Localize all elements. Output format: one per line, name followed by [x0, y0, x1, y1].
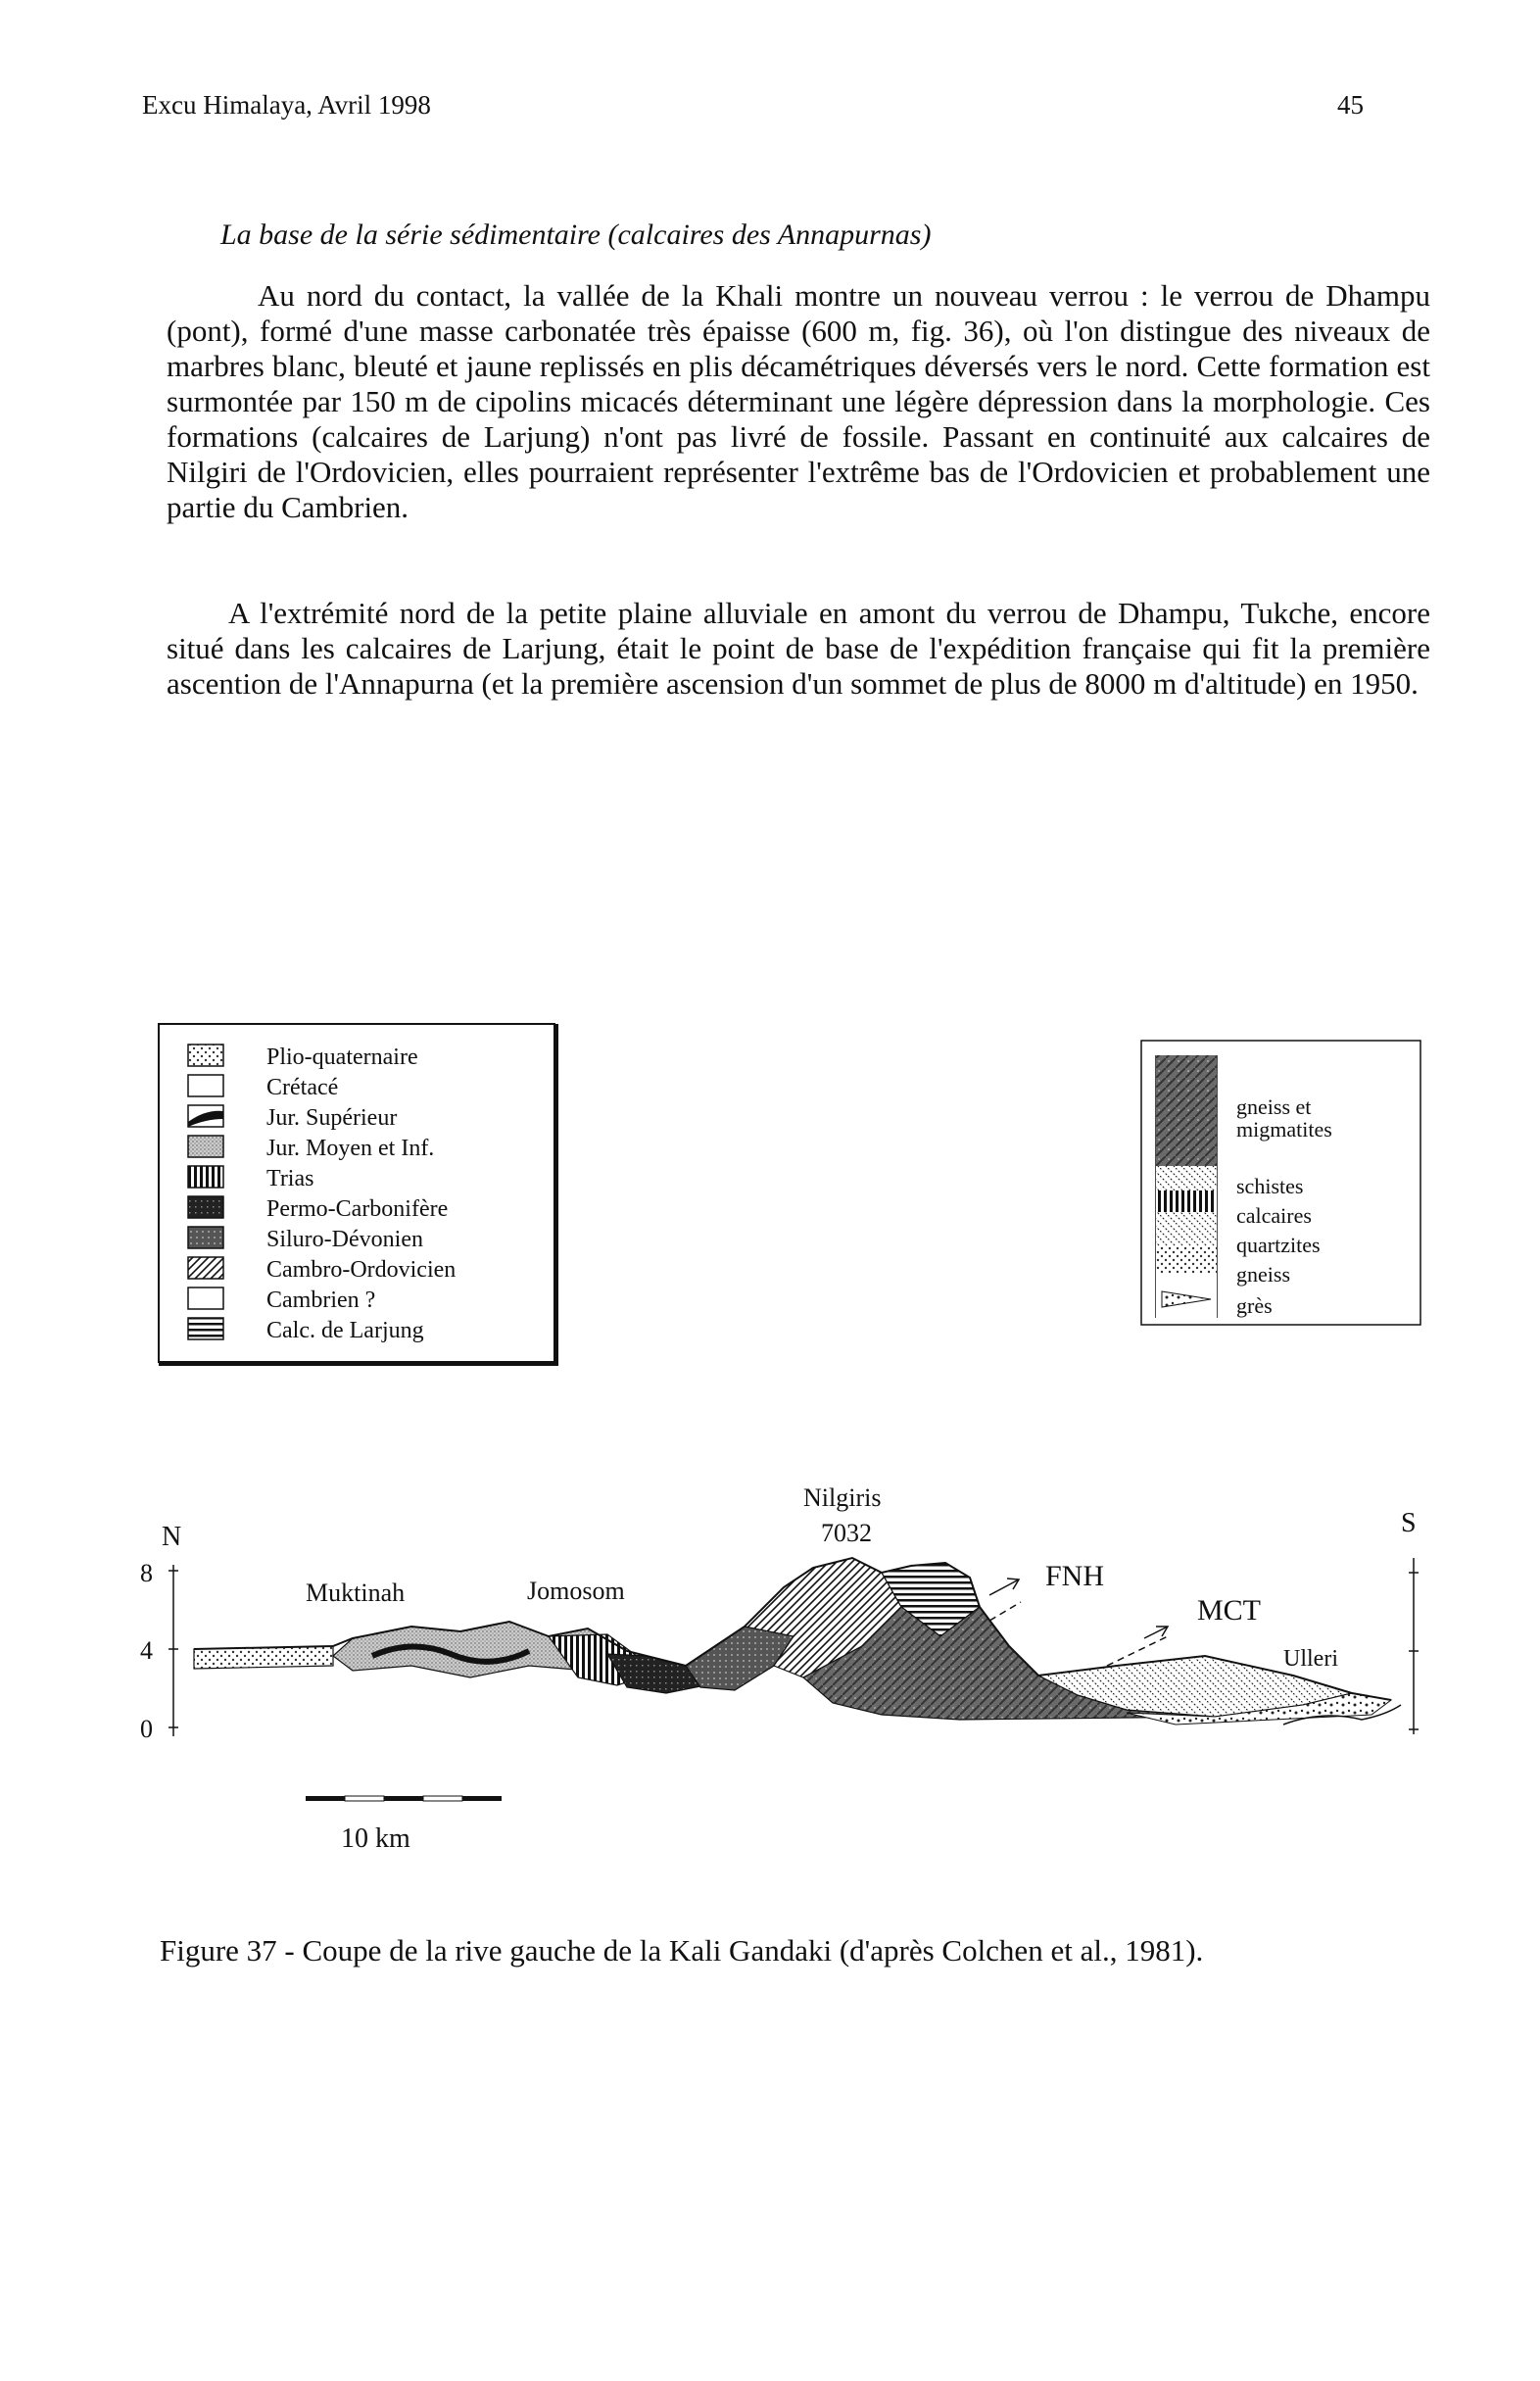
legend-label: Siluro-Dévonien [266, 1227, 423, 1252]
altitude-tick-label: 8 [140, 1559, 153, 1587]
paragraph-tukche: A l'extrémité nord de la petite plaine alluviale en amont du verrou de Dhampu, Tukche, encore situé dans les calcaires de Larjung, était le point de base de l'expédition française qui fit la première ascention de l'Annapurna (et la première ascension d'un sommet de plus de 8000 m d'altitude) en 1950. [167, 596, 1430, 701]
legend-label: grès [1236, 1293, 1273, 1318]
swatch-permo-carbonifere [188, 1196, 223, 1218]
running-title: Excu Himalaya, Avril 1998 [142, 90, 431, 120]
swatch-trias [188, 1166, 223, 1188]
swatch-calc-larjung [188, 1318, 223, 1339]
lithology-legend [1141, 1041, 1420, 1325]
peak-name: Nilgiris [803, 1483, 882, 1512]
swatch-gneiss-migmatites [1156, 1055, 1217, 1166]
swatch-jur-superieur [188, 1105, 223, 1127]
legend-label: Jur. Supérieur [266, 1105, 398, 1131]
swatch-quartzites [1156, 1212, 1217, 1246]
swatch-gneiss [1156, 1246, 1217, 1274]
legend-label: Plio-quaternaire [266, 1045, 418, 1070]
legend-label: Permo-Carbonifère [266, 1196, 449, 1222]
swatch-jur-moyen [188, 1136, 223, 1157]
fault-label: FNH [1045, 1560, 1105, 1592]
legend-label: Calc. de Larjung [266, 1318, 424, 1343]
legend-label: Crétacé [266, 1075, 339, 1100]
altitude-tick-label: 0 [140, 1715, 153, 1743]
legend-label: gneiss et [1236, 1094, 1312, 1119]
fault-label: MCT [1197, 1594, 1262, 1627]
altitude-tick-label: 4 [140, 1636, 153, 1665]
stratigraphic-legend [159, 1024, 558, 1366]
fnh-arrow [989, 1579, 1019, 1595]
paragraph-dhampu: Au nord du contact, la vallée de la Khali montre un nouveau verrou : le verrou de Dhampu (pont), formé d'une masse carbonatée très épaisse (600 m, fig. 36), où l'on distingue des niveaux de marbres blanc, bleuté et jaune replissés en plis décamétriques déversés vers le nord. Cette formation est surmontée par 150 m de cipolins micacés déterminant une légère dépression dans la morphologie. Ces formations (calcaires de Larjung) n'ont pas livré de fossile. Passant en continuité aux calcaires de Nilgiri de l'Ordovicien, elles pourraient représenter l'extrême bas de l'Ordovicien et probablement une partie du Cambrien. [167, 278, 1430, 524]
swatch-cambrien [188, 1288, 223, 1309]
cross-section [140, 1483, 1419, 1854]
page-number: 45 [1337, 90, 1364, 120]
place-label: Ulleri [1283, 1646, 1338, 1672]
swatch-siluro-devonien [188, 1227, 223, 1248]
legend-label: Cambro-Ordovicien [266, 1257, 457, 1283]
swatch-schistes [1156, 1166, 1217, 1190]
legend-label: calcaires [1236, 1203, 1312, 1228]
mct-arrow [1144, 1627, 1168, 1638]
legend-label: Cambrien ? [266, 1288, 376, 1313]
north-label: N [162, 1522, 182, 1552]
peak-altitude: 7032 [821, 1519, 872, 1547]
place-label: Jomosom [527, 1577, 625, 1605]
scale-label: 10 km [341, 1823, 410, 1854]
legend-label: migmatites [1236, 1117, 1332, 1142]
swatch-calcaires [1156, 1190, 1217, 1212]
place-label: Muktinah [306, 1579, 406, 1607]
legend-label: Trias [266, 1166, 314, 1191]
section-title: La base de la série sédimentaire (calcaires des Annapurnas) [220, 219, 932, 251]
legend-label: gneiss [1236, 1262, 1290, 1287]
swatch-plio-quaternaire [188, 1045, 223, 1066]
swatch-cambro-ordovicien [188, 1257, 223, 1279]
swatch-cretace [188, 1075, 223, 1096]
south-label: S [1401, 1508, 1417, 1538]
legend-label: quartzites [1236, 1233, 1321, 1257]
figure-caption: Figure 37 - Coupe de la rive gauche de la Kali Gandaki (d'après Colchen et al., 1981). [160, 1933, 1204, 1968]
scale-bar [306, 1796, 502, 1801]
legend-label: Jur. Moyen et Inf. [266, 1136, 435, 1161]
legend-label: schistes [1236, 1174, 1304, 1198]
